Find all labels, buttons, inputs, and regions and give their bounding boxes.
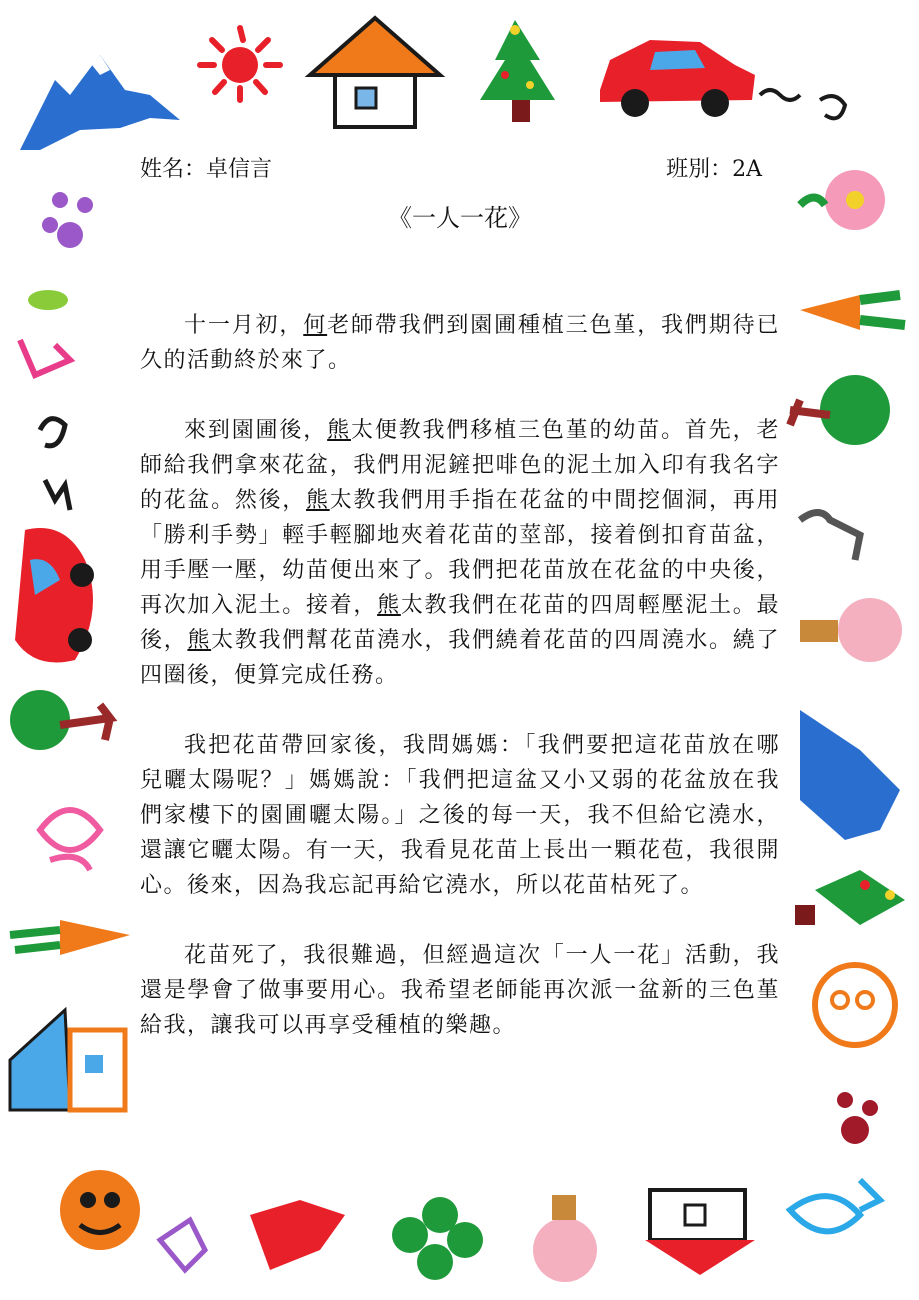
black-scribble-icon [40, 419, 70, 510]
red-car-icon [600, 40, 845, 118]
carrot-left-icon [10, 920, 130, 955]
red-paw-icon [837, 1092, 878, 1144]
sun-icon [200, 28, 280, 100]
blue-candy-icon [790, 1180, 880, 1231]
christmas-tree-icon [480, 20, 555, 122]
blue-house-icon [10, 1010, 125, 1110]
orange-face-icon [815, 965, 895, 1045]
mountain-icon [20, 55, 180, 150]
tree-right-icon [790, 375, 890, 445]
pink-flower-bottom-icon [533, 1195, 597, 1282]
grey-scribble-icon [800, 513, 860, 561]
jack-o-lantern-icon [60, 1170, 140, 1250]
paragraph-3: 我把花苗帶回家後，我問媽媽：「我們要把這花苗放在哪兒曬太陽呢？」媽媽說：「我們把這盆又小又弱的花盆放在我們家樓下的園圃曬太陽。」之後的每一天，我不但給它澆水，還讓它曬太陽。有一天，我看見花苗上長出一顆花苞，我很開心。後來，因為我忘記再給它澆水，所以花苗枯死了。 [140, 733, 780, 898]
pink-candy-icon [40, 810, 100, 870]
blue-mountain-right-icon [800, 710, 900, 840]
paragraph-2: 來到園圃後，熊太便教我們移植三色堇的幼苗。首先，老師給我們拿來花盆，我們用泥鏟把啡色的泥土加入印有我名字的花盆。然後，熊太教我們用手指在花盆的中間挖個洞，再用「勝利手勢」輕手輕腳地夾着花苗的莖部，接着倒扣育苗盆，用手壓一壓，幼苗便出來了。我們把花苗放在花盆的中央後，再次加入泥土。接着，熊太教我們在花苗的四周輕壓泥土。最後，熊太教我們幫花苗澆水，我們繞着花苗的四周澆水。繞了四圈後，便算完成任務。 [140, 418, 780, 688]
teacher-name: 何 [303, 313, 328, 338]
red-car-side-icon [15, 528, 94, 663]
student-name: 姓名：卓信言 [140, 157, 273, 182]
paragraph-1: 十一月初，何老師帶我們到園圃種植三色堇，我們期待已久的活動終於來了。 [140, 313, 780, 373]
pink-bag-icon [20, 340, 70, 375]
paragraph-4: 花苗死了，我很難過，但經過這次「一人一花」活動，我還是學會了做事要用心。我希望老師能再次派一盆新的三色堇給我，讓我可以再享受種植的樂趣。 [140, 943, 780, 1038]
carrot-right-icon [800, 295, 905, 330]
house-bottom-icon [645, 1190, 755, 1275]
pink-flower-icon [800, 170, 885, 230]
purple-paw-icon [42, 192, 93, 248]
essay-page [140, 150, 780, 1043]
tree-left-icon [10, 690, 110, 750]
header-row [140, 150, 780, 190]
red-shoe-icon [250, 1200, 345, 1270]
pink-tree-icon [800, 598, 902, 662]
clover-icon [392, 1197, 483, 1280]
essay-title: 《一人一花》 [388, 204, 532, 232]
tree-right-small-icon [795, 870, 905, 925]
purple-robot-icon [160, 1220, 205, 1270]
leaf-icon [28, 290, 68, 310]
house-icon [310, 18, 440, 127]
student-class: 班別：2A [666, 157, 762, 182]
